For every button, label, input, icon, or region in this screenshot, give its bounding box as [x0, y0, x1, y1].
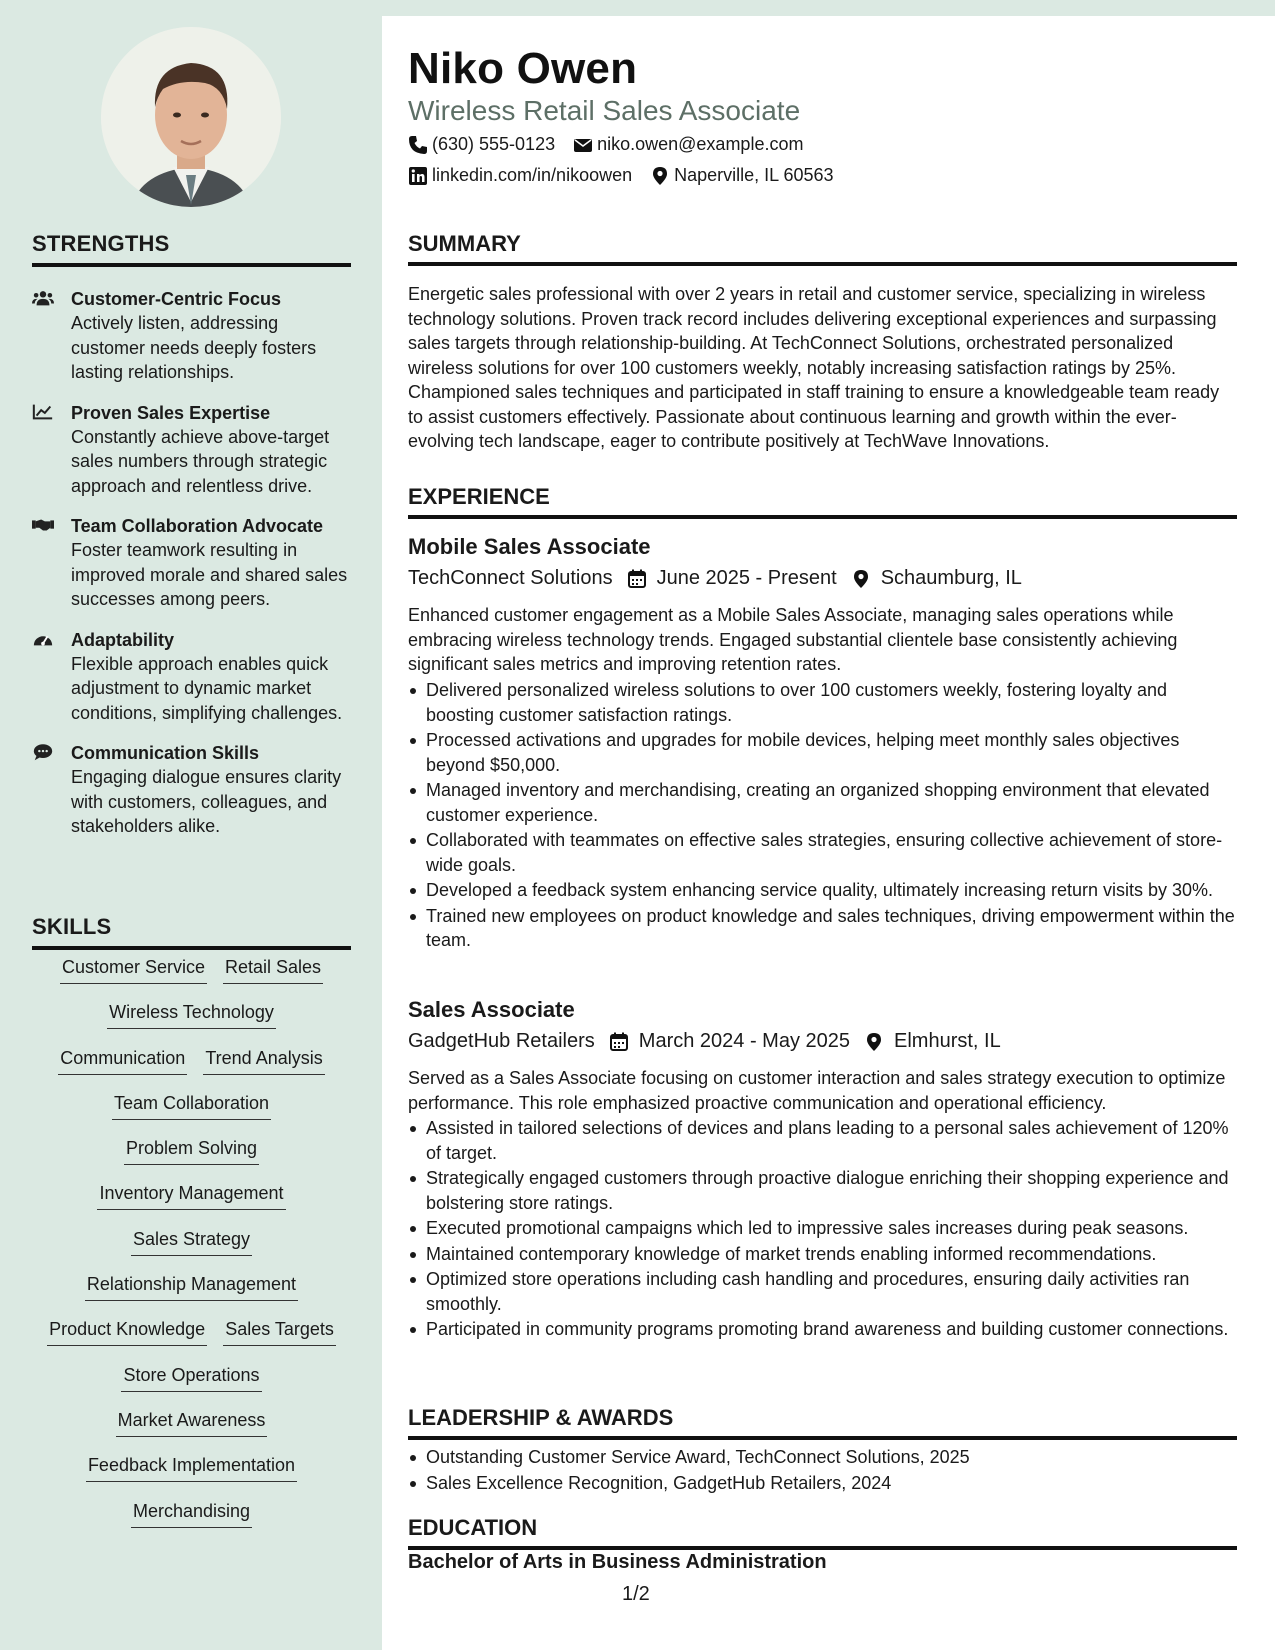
list-item: Participated in community programs promoting brand awareness and building customer connections. [408, 1317, 1237, 1342]
list-item: Optimized store operations including cash handling and procedures, ensuring daily activities ran smoothly. [408, 1267, 1237, 1316]
map-pin-icon [650, 166, 670, 186]
strength-desc: Actively listen, addressing customer needs deeply fosters lasting relationships. [71, 313, 317, 382]
skill-tag: Problem Solving [124, 1136, 259, 1165]
job-meta [408, 1030, 1001, 1053]
map-pin-icon [851, 569, 871, 589]
users-icon [32, 287, 71, 385]
skill-tag: Sales Targets [223, 1317, 336, 1346]
skill-tag: Team Collaboration [112, 1091, 271, 1120]
contact-row [408, 134, 821, 155]
skill-tag: Relationship Management [85, 1272, 298, 1301]
skill-tag: Feedback Implementation [86, 1453, 297, 1482]
list-item: Managed inventory and merchandising, creating an organized shopping environment that elevated customer experience. [408, 778, 1237, 827]
strength-title: Customer-Centric Focus [71, 289, 282, 309]
strength-desc: Engaging dialogue ensures clarity with customers, colleagues, and stakeholders alike. [71, 767, 342, 836]
skill-tag: Merchandising [131, 1499, 252, 1528]
envelope-icon [573, 135, 593, 155]
job-bullets [408, 1116, 1237, 1343]
strength-item [32, 287, 351, 385]
chat-bubble-icon [32, 741, 71, 839]
strength-desc: Foster teamwork resulting in improved morale and shared sales successes among peers. [71, 540, 348, 609]
skill-tag: Retail Sales [223, 955, 323, 984]
job-location: Elmhurst, IL [894, 1030, 1001, 1052]
contact-location [650, 165, 833, 186]
skills-list [32, 955, 351, 1544]
strength-item [32, 741, 351, 839]
job-dates: June 2025 - Present [656, 567, 837, 589]
summary-heading: SUMMARY [408, 231, 1237, 266]
job-meta [408, 567, 1022, 590]
skill-tag: Wireless Technology [107, 1000, 276, 1029]
strength-desc: Flexible approach enables quick adjustment to dynamic market conditions, simplifying challenges. [71, 653, 343, 723]
linkedin-text: linkedin.com/in/nikoowen [432, 165, 633, 185]
avatar [101, 27, 281, 207]
skill-tag: Product Knowledge [47, 1317, 207, 1346]
chart-line-icon [32, 401, 71, 499]
job-location: Schaumburg, IL [880, 567, 1022, 589]
strengths-heading: STRENGTHS [32, 231, 351, 267]
skill-tag: Sales Strategy [131, 1227, 252, 1256]
strengths-list [32, 287, 351, 855]
job-bullets [408, 678, 1237, 954]
list-item: Assisted in tailored selections of devices and plans leading to a personal sales achievement of 120% of target. [408, 1116, 1237, 1165]
location-text: Naperville, IL 60563 [674, 165, 834, 185]
list-item: Outstanding Customer Service Award, TechConnect Solutions, 2025 [408, 1445, 1237, 1470]
strength-item [32, 514, 351, 612]
candidate-name: Niko Owen [408, 44, 638, 93]
summary-text: Energetic sales professional with over 2 years in retail and customer service, specializing in wireless technology solutions. Proven track record includes delivering exceptional experiences and surpassing sales targets through relationship-building. At TechConnect Solutions, orchestrated personalized wireless solutions for over 100 customers weekly, notably increasing satisfaction ratings by 25%. Championed sales techniques and participated in staff training to ensure a knowledgeable team ready to assist customers effectively. Passionate about continuous learning and growth within the ever-evolving tech landscape, eager to contribute positively at TechWave Innovations. [408, 284, 1220, 451]
calendar-icon [609, 1032, 629, 1052]
skill-tag: Store Operations [121, 1363, 261, 1392]
skill-tag: Trend Analysis [203, 1046, 324, 1075]
job-description: Served as a Sales Associate focusing on customer interaction and sales strategy execution to optimize performance. This role emphasized proactive communication and operational efficiency. [408, 1068, 1226, 1113]
job-company: GadgetHub Retailers [408, 1030, 595, 1052]
list-item: Sales Excellence Recognition, GadgetHub Retailers, 2024 [408, 1471, 1237, 1496]
calendar-icon [627, 569, 647, 589]
experience-heading: EXPERIENCE [408, 484, 1237, 519]
job-title: Wireless Retail Sales Associate [408, 95, 801, 126]
linkedin-icon [408, 166, 428, 186]
sidebar [0, 0, 382, 1650]
job-company: TechConnect Solutions [408, 567, 613, 589]
skill-tag: Communication [58, 1046, 187, 1075]
strength-title: Communication Skills [71, 743, 260, 763]
phone-text: (630) 555-0123 [432, 134, 556, 154]
contact-linkedin[interactable] [408, 165, 632, 186]
contact-phone[interactable] [408, 134, 555, 155]
leadership-list [408, 1445, 1237, 1496]
strength-item [32, 628, 351, 726]
strength-title: Adaptability [71, 629, 175, 650]
phone-icon [408, 135, 428, 155]
job-description: Enhanced customer engagement as a Mobile Sales Associate, managing sales operations while embracing wireless technology trends. Engaged substantial clientele base consistently achieving significant sales metrics and improving retention rates. [408, 605, 1178, 674]
list-item: Processed activations and upgrades for mobile devices, helping meet monthly sales objectives beyond $50,000. [408, 728, 1237, 777]
skill-tag: Inventory Management [97, 1181, 285, 1210]
main-content [382, 16, 1275, 1650]
list-item: Trained new employees on product knowledge and sales techniques, driving empowerment within the team. [408, 904, 1237, 953]
strength-desc: Constantly achieve above-target sales numbers through strategic approach and relentless drive. [71, 426, 330, 496]
leadership-heading: LEADERSHIP & AWARDS [408, 1405, 1237, 1440]
list-item: Developed a feedback system enhancing service quality, ultimately increasing return visits by 30%. [408, 878, 1237, 903]
page-number: 1/2 [622, 1583, 650, 1605]
skills-heading: SKILLS [32, 914, 351, 950]
contact-row [408, 165, 852, 186]
job-dates: March 2024 - May 2025 [638, 1030, 851, 1052]
skill-tag: Customer Service [60, 955, 207, 984]
handshake-icon [32, 514, 71, 612]
contact-email[interactable] [573, 134, 803, 155]
education-heading: EDUCATION [408, 1515, 1237, 1550]
list-item: Strategically engaged customers through proactive dialogue enriching their shopping experience and bolstering store ratings. [408, 1166, 1237, 1215]
list-item: Executed promotional campaigns which led to impressive sales increases during peak seasons. [408, 1216, 1237, 1241]
job-role: Sales Associate [408, 997, 575, 1022]
strength-item [32, 401, 351, 499]
degree-title: Bachelor of Arts in Business Administration [408, 1551, 827, 1573]
map-pin-icon [864, 1032, 884, 1052]
list-item: Delivered personalized wireless solutions to over 100 customers weekly, fostering loyalty and boosting customer satisfaction ratings. [408, 678, 1237, 727]
strength-title: Team Collaboration Advocate [71, 516, 324, 536]
strength-title: Proven Sales Expertise [71, 402, 271, 423]
list-item: Collaborated with teammates on effective sales strategies, ensuring collective achievement of store-wide goals. [408, 828, 1237, 877]
email-text: niko.owen@example.com [597, 134, 804, 154]
job-role: Mobile Sales Associate [408, 534, 651, 559]
skill-tag: Market Awareness [116, 1408, 268, 1437]
gauge-icon [32, 628, 71, 726]
list-item: Maintained contemporary knowledge of market trends enabling informed recommendations. [408, 1242, 1237, 1267]
